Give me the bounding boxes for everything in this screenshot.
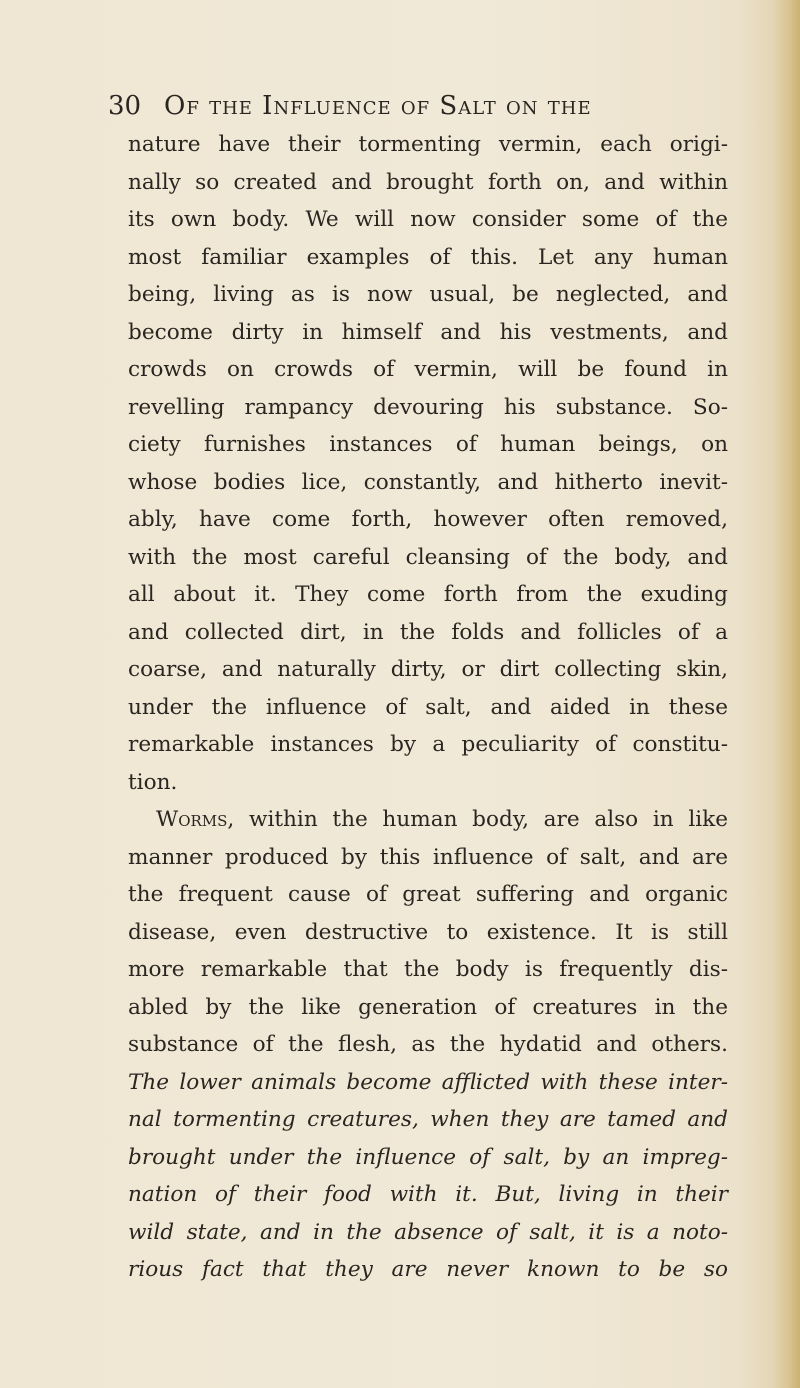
italic-line: brought under the influence of salt, by an impreg-: [128, 1144, 728, 1170]
text-line: substance of the flesh, as the hydatid and others.: [128, 1032, 728, 1057]
paragraph-first-line: [128, 801, 728, 839]
text-line: revelling rampancy devouring his substance. So-: [128, 394, 728, 420]
text-line: more remarkable that the body is frequently dis-: [128, 957, 728, 982]
text-line: under the influence of salt, and aided in these: [128, 694, 728, 720]
italic-line: nation of their food with it. But, living in their: [128, 1182, 728, 1207]
text-line: being, living as is now usual, be neglected, and: [128, 282, 728, 307]
page-number: 30: [108, 91, 142, 121]
text-line: coarse, and naturally dirty, or dirt collecting skin,: [128, 657, 728, 682]
paragraph-lead-word: Worms,: [156, 807, 235, 832]
text-line: abled by the like generation of creatures in the: [128, 994, 728, 1020]
running-head: [108, 86, 728, 126]
text-line: with the most careful cleansing of the body, and: [128, 544, 728, 570]
italic-line: wild state, and in the absence of salt, it is a noto-: [128, 1219, 728, 1245]
text-line: ably, have come forth, however often removed,: [128, 507, 728, 532]
text-line: disease, even destructive to existence. It is still: [128, 919, 728, 945]
text-line: all about it. They come forth from the exuding: [128, 582, 728, 607]
italic-line: nal tormenting creatures, when they are tamed and: [128, 1107, 728, 1132]
text-line: its own body. We will now consider some of the: [128, 207, 728, 232]
text-line: most familiar examples of this. Let any human: [128, 244, 728, 270]
text-line: ciety furnishes instances of human beings, on: [128, 432, 728, 457]
text-line: crowds on crowds of vermin, will be found in: [128, 357, 728, 382]
paragraph-first-line-rest: within the human body, are also in like: [234, 807, 728, 832]
running-title: Of the Influence of Salt on the: [164, 91, 592, 121]
italic-line: rious fact that they are never known to be so: [128, 1257, 728, 1282]
text-line: nally so created and brought forth on, and within: [128, 169, 728, 195]
page-edge-stain: [772, 0, 800, 1388]
text-line: the frequent cause of great suffering and organic: [128, 882, 728, 907]
text-line: whose bodies lice, constantly, and hitherto inevit-: [128, 469, 728, 495]
text-line: become dirty in himself and his vestments, and: [128, 319, 728, 345]
body-text: [128, 126, 728, 1289]
text-line: and collected dirt, in the folds and follicles of a: [128, 619, 728, 645]
text-line: nature have their tormenting vermin, each origi-: [128, 132, 728, 157]
italic-line: The lower animals become afflicted with these inter-: [128, 1069, 728, 1095]
text-line: tion.: [128, 769, 178, 795]
text-line: remarkable instances by a peculiarity of constitu-: [128, 732, 728, 757]
text-line: manner produced by this influence of salt, and are: [128, 844, 728, 870]
